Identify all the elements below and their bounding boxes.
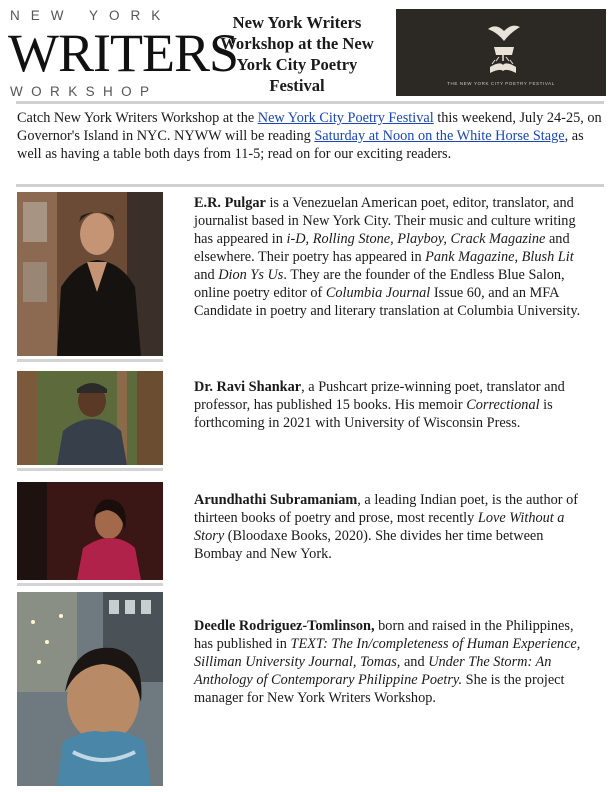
photo-deedle-rodriguez-tomlinson xyxy=(17,592,163,786)
bio-italic: Under The Storm: An Anthology of Contemporary Philippine Poetry. xyxy=(194,654,552,688)
bio-italic: i-D, Rolling Stone, Playboy, Crack Magazine xyxy=(286,231,546,247)
photo-separator xyxy=(17,583,163,586)
intro-text-3: , as well as having a table both days from 11-5; read on for our exciting readers. xyxy=(17,128,584,162)
bio-text: (Bloodaxe Books, 2020). She divides her time between Bombay and New York. xyxy=(194,528,544,562)
divider-top xyxy=(16,101,604,104)
photo-ravi-shankar xyxy=(17,371,163,465)
intro-text-2: this weekend, July 24-25, on Governor's Island in NYC. NYWW will be reading xyxy=(17,110,602,144)
page-title: New York Writers Workshop at the New York City Poetry Festival xyxy=(220,13,374,95)
bio-italic: Love Without a Story xyxy=(194,510,565,544)
bio-text: is forthcoming in 2021 with University of Wisconsin Press. xyxy=(194,397,553,431)
intro-paragraph xyxy=(17,109,607,163)
bio-text: , a leading Indian poet, is the author of thirteen books of poetry and prose, most recently xyxy=(194,492,579,526)
bio-ravi-shankar xyxy=(194,378,584,432)
nyww-logo xyxy=(8,6,238,99)
festival-caption: THE NEW YORK CITY POETRY FESTIVAL xyxy=(447,81,555,86)
photo-separator xyxy=(17,468,163,471)
bio-text: is a Venezuelan American poet, editor, translator, and journalist based in New York City. Their music and culture writing has appeared in xyxy=(194,195,576,247)
photo-arundhathi-subramaniam xyxy=(17,482,163,580)
bio-text: born and raised in the Philippines, has published in xyxy=(194,618,574,652)
bio-text: and xyxy=(194,267,219,283)
bio-name: Deedle Rodriguez-Tomlinson, xyxy=(194,618,375,634)
bio-name: Dr. Ravi Shankar xyxy=(194,379,302,395)
divider-intro xyxy=(16,184,604,187)
poetry-festival-link[interactable]: New York City Poetry Festival xyxy=(257,110,434,126)
bio-italic: Correctional xyxy=(466,397,540,413)
bio-text: , a Pushcart prize-winning poet, translator and professor, has published 15 books. His memoir xyxy=(194,379,565,413)
logo-top-text: NEW YORK xyxy=(10,8,172,23)
festival-logo-image xyxy=(396,9,606,96)
bio-deedle-rodriguez-tomlinson xyxy=(194,617,584,707)
bio-text: and elsewhere. Their poetry has appeared in xyxy=(194,231,570,265)
bio-text: Issue 60, and an MFA Candidate in poetry and literary translation at Columbia University. xyxy=(194,285,581,319)
bio-name: Arundhathi Subramaniam xyxy=(194,492,358,508)
bio-text: and xyxy=(400,654,429,670)
bio-italic: Columbia Journal xyxy=(325,285,431,301)
photo-separator xyxy=(17,359,163,362)
bio-text: . They are the founder of the Endless Blue Salon, online poetry editor of xyxy=(194,267,565,301)
bio-arundhathi-subramaniam xyxy=(194,491,584,563)
logo-main-text: WRITERS xyxy=(8,23,238,83)
bio-text: She is the project manager for New York Writers Workshop. xyxy=(194,672,565,706)
bio-italic: Pank Magazine, Blush Lit xyxy=(425,249,574,265)
bio-er-pulgar xyxy=(194,194,584,320)
bio-name: E.R. Pulgar xyxy=(194,195,266,211)
bio-italic: Dion Ys Us xyxy=(218,267,284,283)
photo-er-pulgar xyxy=(17,192,163,356)
reading-schedule-link[interactable]: Saturday at Noon on the White Horse Stage xyxy=(314,128,565,144)
bio-italic: TEXT: The In/completeness of Human Experience, Silliman University Journal, Tomas, xyxy=(194,636,581,670)
intro-text-1: Catch New York Writers Workshop at the xyxy=(17,110,258,126)
logo-bottom-text: WORKSHOP xyxy=(10,84,158,99)
